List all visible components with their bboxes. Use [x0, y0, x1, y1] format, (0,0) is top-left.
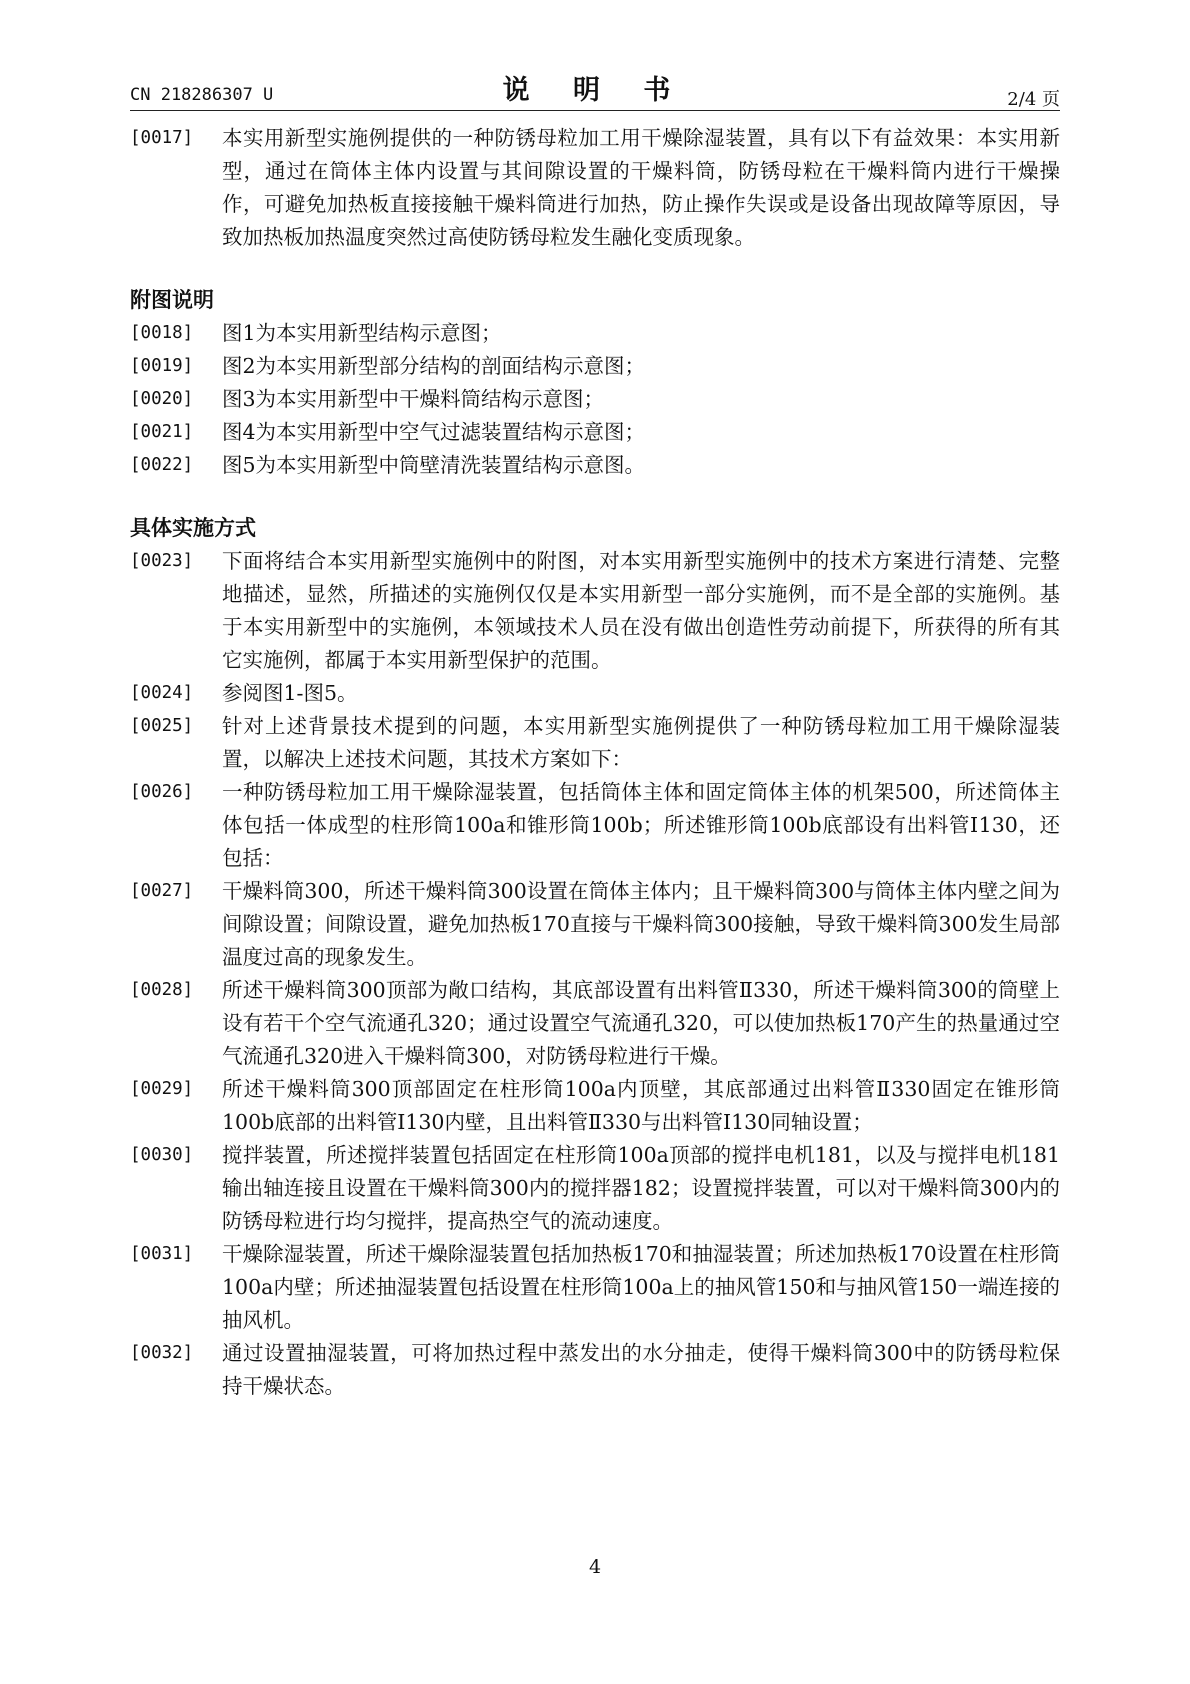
page-indicator: 2/4 页 [1007, 89, 1060, 110]
paragraph [130, 1139, 1060, 1238]
paragraph [130, 416, 1060, 449]
paragraph-text: 下面将结合本实用新型实施例中的附图，对本实用新型实施例中的技术方案进行清楚、完整地描述，显然，所描述的实施例仅仅是本实用新型一部分实施例，而不是全部的实施例。基于本实用新型中的实施例，本领域技术人员在没有做出创造性劳动前提下，所获得的所有其它实施例，都属于本实用新型保护的范围。 [222, 549, 1060, 672]
paragraph-number: [0029] [130, 1079, 194, 1099]
paragraph [130, 383, 1060, 416]
paragraph-number: [0025] [130, 716, 194, 736]
paragraph-text: 搅拌装置，所述搅拌装置包括固定在柱形筒100a顶部的搅拌电机181，以及与搅拌电机181输出轴连接且设置在干燥料筒300内的搅拌器182；设置搅拌装置，可以对干燥料筒300内的防锈母粒进行均匀搅拌，提高热空气的流动速度。 [222, 1143, 1060, 1233]
paragraph-text: 图5为本实用新型中筒壁清洗装置结构示意图。 [222, 453, 646, 477]
paragraph [130, 350, 1060, 383]
document-body [130, 122, 1060, 1403]
paragraph [130, 1073, 1060, 1139]
paragraph-text: 图3为本实用新型中干燥料筒结构示意图； [222, 387, 605, 411]
paragraph-text: 一种防锈母粒加工用干燥除湿装置，包括筒体主体和固定筒体主体的机架500，所述筒体主体包括一体成型的柱形筒100a和锥形筒100b；所述锥形筒100b底部设有出料管Ⅰ130，还包括： [222, 780, 1060, 870]
page-number: 4 [588, 1556, 602, 1578]
paragraph-number: [0020] [130, 389, 194, 409]
paragraph [130, 449, 1060, 482]
paragraph [130, 545, 1060, 677]
paragraph-text: 干燥料筒300，所述干燥料筒300设置在筒体主体内；且干燥料筒300与筒体主体内壁之间为间隙设置；间隙设置，避免加热板170直接与干燥料筒300接触，导致干燥料筒300发生局部温度过高的现象发生。 [222, 879, 1060, 969]
paragraph [130, 710, 1060, 776]
paragraph-number: [0032] [130, 1343, 194, 1363]
paragraph-text: 本实用新型实施例提供的一种防锈母粒加工用干燥除湿装置，具有以下有益效果：本实用新型，通过在筒体主体内设置与其间隙设置的干燥料筒，防锈母粒在干燥料筒内进行干燥操作，可避免加热板直接接触干燥料筒进行加热，防止操作失误或是设备出现故障等原因，导致加热板加热温度突然过高使防锈母粒发生融化变质现象。 [222, 126, 1060, 249]
paragraph [130, 122, 1060, 254]
paragraph-number: [0022] [130, 455, 194, 475]
page-header [130, 64, 1060, 111]
paragraph-number: [0028] [130, 980, 194, 1000]
paragraph-text: 所述干燥料筒300顶部固定在柱形筒100a内顶壁，其底部通过出料管Ⅱ330固定在锥形筒100b底部的出料管Ⅰ130内壁，且出料管Ⅱ330与出料管Ⅰ130同轴设置； [222, 1077, 1060, 1134]
paragraph-number: [0018] [130, 323, 194, 343]
paragraph [130, 1337, 1060, 1403]
publication-number: CN 218286307 U [130, 85, 274, 105]
paragraph [130, 677, 1060, 710]
paragraph-text: 针对上述背景技术提到的问题，本实用新型实施例提供了一种防锈母粒加工用干燥除湿装置，以解决上述技术问题，其技术方案如下： [222, 714, 1060, 771]
paragraph-number: [0026] [130, 782, 194, 802]
paragraph-number: [0017] [130, 128, 194, 148]
paragraph-number: [0024] [130, 683, 194, 703]
section-heading: 附图说明 [130, 288, 214, 312]
paragraph-number: [0027] [130, 881, 194, 901]
paragraph-text: 图1为本实用新型结构示意图； [222, 321, 502, 345]
paragraph [130, 776, 1060, 875]
section-heading: 具体实施方式 [130, 516, 256, 540]
paragraph-text: 参阅图1-图5。 [222, 681, 358, 705]
paragraph-text: 干燥除湿装置，所述干燥除湿装置包括加热板170和抽湿装置；所述加热板170设置在柱形筒100a内壁；所述抽湿装置包括设置在柱形筒100a上的抽风管150和与抽风管150一端连接的抽风机。 [222, 1242, 1060, 1332]
paragraph [130, 974, 1060, 1073]
paragraph-text: 图2为本实用新型部分结构的剖面结构示意图； [222, 354, 646, 378]
paragraph-text: 所述干燥料筒300顶部为敞口结构，其底部设置有出料管Ⅱ330，所述干燥料筒300的筒壁上设有若干个空气流通孔320；通过设置空气流通孔320，可以使加热板170产生的热量通过空气流通孔320进入干燥料筒300，对防锈母粒进行干燥。 [222, 978, 1060, 1068]
document-title: 说 明 书 [502, 75, 688, 106]
paragraph [130, 1238, 1060, 1337]
paragraph-text: 通过设置抽湿装置，可将加热过程中蒸发出的水分抽走，使得干燥料筒300中的防锈母粒保持干燥状态。 [222, 1341, 1060, 1398]
paragraph-number: [0023] [130, 551, 194, 571]
paragraph-number: [0030] [130, 1145, 194, 1165]
paragraph-text: 图4为本实用新型中空气过滤装置结构示意图； [222, 420, 646, 444]
paragraph-number: [0019] [130, 356, 194, 376]
paragraph-number: [0031] [130, 1244, 194, 1264]
paragraph-number: [0021] [130, 422, 194, 442]
paragraph [130, 317, 1060, 350]
paragraph [130, 875, 1060, 974]
